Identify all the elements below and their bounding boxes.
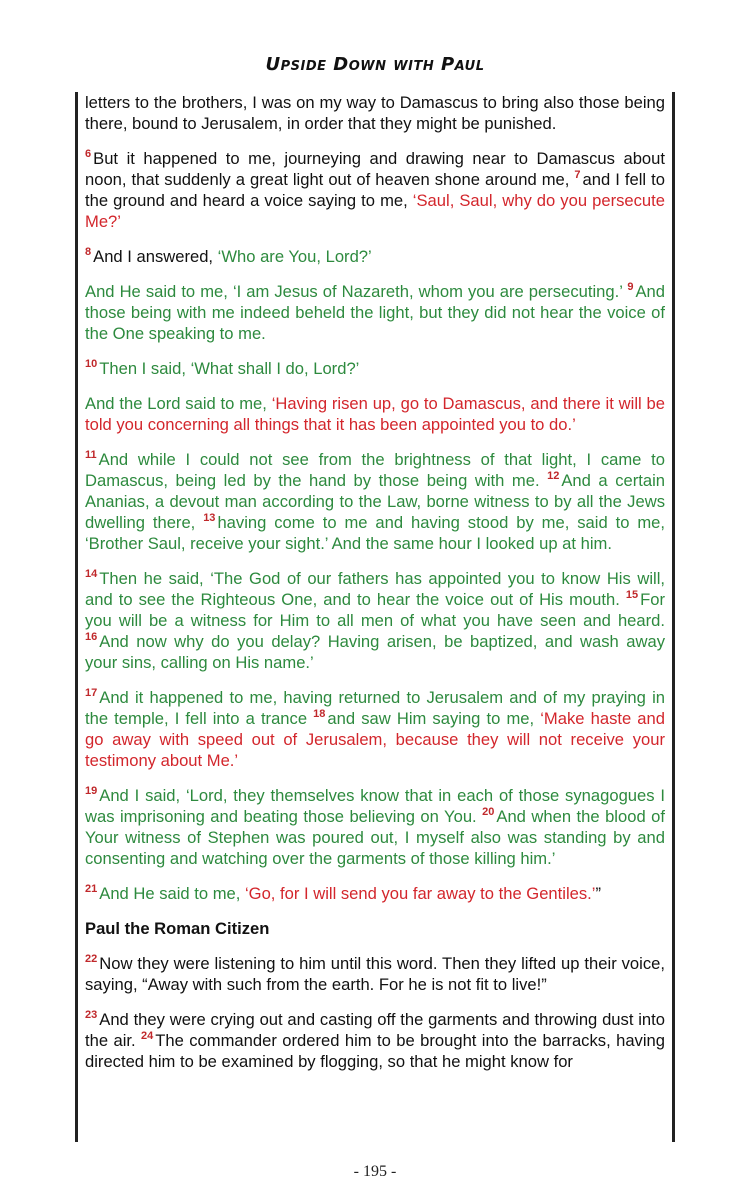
paragraph-verse-21 — [85, 883, 665, 904]
text: and I fell to the ground and heard a voice saying to me, — [85, 170, 665, 210]
verse-number: 16 — [85, 631, 98, 644]
paragraph-verse-22 — [85, 953, 665, 995]
paragraph-verse-19 — [85, 785, 665, 869]
text: And they were crying out and casting off the garments and throwing dust into the air. — [85, 1010, 665, 1050]
verse-number: 10 — [85, 358, 98, 371]
page-number: - 195 - — [353, 1163, 397, 1180]
paragraph-lord-said — [85, 393, 665, 435]
green-text: and saw Him saying to me, — [327, 709, 541, 728]
green-text: And those being with me indeed beheld the light, but they did not hear the voice of the One speaking to me. — [85, 282, 665, 343]
green-text: Then I said, ‘What shall I do, Lord?’ — [99, 359, 360, 378]
green-text: Then he said, ‘The God of our fathers has appointed you to know His will, and to see the Righteous One, and to hear the voice out of His mouth. — [85, 569, 665, 609]
verse-number: 24 — [141, 1030, 154, 1043]
verse-number: 14 — [85, 568, 98, 581]
verse-number: 18 — [313, 708, 326, 721]
paragraph-verse-6 — [85, 148, 665, 232]
closing-quote: ” — [595, 884, 601, 903]
green-text: And now why do you delay? Having arisen, be baptized, and wash away your sins, calling on His name.’ — [85, 632, 665, 672]
section-heading: Paul the Roman Citizen — [85, 919, 270, 938]
verse-number: 17 — [85, 687, 98, 700]
green-text: And when the blood of Your witness of Stephen was poured out, I myself also was standing by and consenting and watching over the garments of those killing him.’ — [85, 807, 665, 868]
green-text: having come to me and having stood by me, said to me, ‘Brother Saul, receive your sight.’ And the same hour I looked up at him. — [85, 513, 665, 553]
verse-number: 20 — [482, 806, 495, 819]
green-text: ‘I am Jesus of Nazareth, whom you are persecuting.’ — [232, 282, 623, 301]
verse-number: 22 — [85, 953, 98, 966]
right-margin-rule — [672, 92, 675, 1142]
paragraph-verse-23 — [85, 1009, 665, 1072]
red-letter-text: ‘Having risen up, go to Damascus, and there it will be told you concerning all things that it has been appointed you to do.’ — [85, 394, 665, 434]
verse-number: 7 — [574, 169, 581, 182]
verse-number: 13 — [203, 512, 216, 525]
verse-number: 15 — [625, 589, 639, 602]
text: Now they were listening to him until this word. Then they lifted up their voice, saying, “Away with such from the earth. For he is not fit to live!” — [85, 954, 665, 994]
green-text: And I said, ‘Lord, they themselves know that in each of those synagogues I was imprisoning and beating those believing on You. — [85, 786, 665, 826]
green-text: And He said to me, — [99, 884, 245, 903]
red-letter-text: ‘Saul, Saul, why do you persecute Me?’ — [85, 191, 665, 231]
verse-number: 23 — [85, 1009, 98, 1022]
running-header: Upside Down with Paul — [265, 54, 485, 75]
paragraph-verse-9 — [85, 281, 665, 344]
text: But it happened to me, journeying and drawing near to Damascus about noon, that suddenly a great light out of heaven shone around me, — [85, 149, 665, 189]
red-letter-text: ‘Go, for I will send you far away to the Gentiles.’ — [244, 884, 596, 903]
paragraph-verse-17 — [85, 687, 665, 771]
paragraph-verse-14 — [85, 568, 665, 673]
verse-number: 21 — [85, 883, 98, 896]
verse-number: 9 — [627, 281, 634, 294]
verse-number: 11 — [85, 449, 97, 462]
green-text: And while I could not see from the brightness of that light, I came to Damascus, being led by the hand by those being with me. — [85, 450, 665, 490]
green-text: For you will be a witness for Him to all men of what you have seen and heard. — [85, 590, 665, 630]
paragraph-verse-11 — [85, 449, 665, 554]
paragraph-verse-8 — [85, 246, 665, 267]
verse-number: 19 — [85, 785, 98, 798]
text: The commander ordered him to be brought into the barracks, having directed him to be examined by flogging, so that he might know for — [85, 1031, 665, 1071]
verse-number: 12 — [547, 470, 560, 483]
left-margin-rule — [75, 92, 78, 1142]
green-text: ‘Who are You, Lord?’ — [217, 247, 372, 266]
green-text: And the Lord said to me, — [85, 394, 272, 413]
verse-number: 8 — [85, 246, 92, 259]
green-text: And a certain Ananias, a devout man according to the Law, borne witness to by all the Jews dwelling there, — [85, 471, 666, 532]
green-text: And it happened to me, having returned to Jerusalem and of my praying in the temple, I fell into a trance — [85, 688, 665, 728]
paragraph-continuation — [85, 92, 665, 134]
paragraph-verse-10 — [85, 358, 665, 379]
verse-number: 6 — [85, 148, 92, 161]
red-letter-text: ‘Make haste and go away with speed out of Jerusalem, because they will not receive your testimony about Me.’ — [85, 709, 665, 770]
page-body — [85, 92, 665, 1086]
text: And I answered, — [93, 247, 218, 266]
text: letters to the brothers, I was on my way to Damascus to bring also those being there, bound to Jerusalem, in order that they might be punished. — [85, 93, 665, 133]
green-text: And He said to me, — [85, 282, 233, 301]
